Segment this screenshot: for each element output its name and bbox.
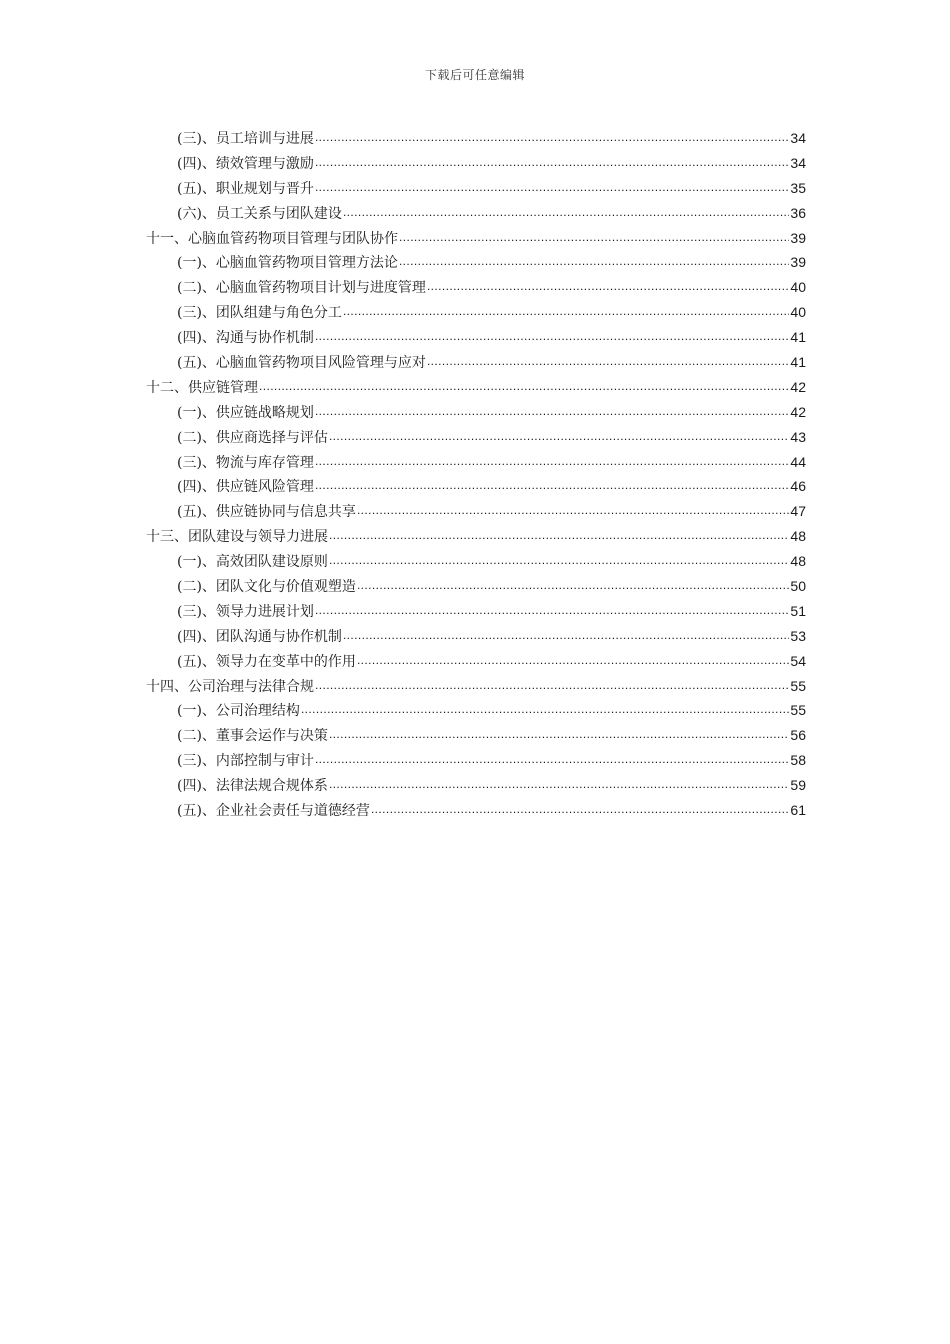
toc-section-entry[interactable] [146, 325, 806, 350]
toc-entry-title: 十三、团队建设与领导力进展 [146, 529, 328, 546]
toc-dot-leader [399, 229, 789, 243]
toc-chapter-entry[interactable] [146, 226, 806, 251]
toc-entry-page-number: 59 [790, 777, 806, 794]
toc-entry-title: (四)、沟通与协作机制 [177, 330, 314, 347]
toc-chapter-entry[interactable] [146, 524, 806, 549]
toc-entry-page-number: 34 [790, 154, 806, 171]
toc-dot-leader [259, 378, 789, 392]
toc-entry-page-number: 42 [790, 378, 806, 395]
toc-entry-title: (三)、领导力进展计划 [177, 603, 314, 620]
toc-section-entry[interactable] [146, 624, 806, 649]
toc-dot-leader [315, 154, 789, 168]
toc-dot-leader [357, 577, 789, 591]
toc-section-entry[interactable] [146, 201, 806, 226]
toc-entry-title: (四)、团队沟通与协作机制 [177, 628, 342, 645]
toc-entry-title: (三)、团队组建与角色分工 [177, 305, 342, 322]
toc-entry-title: (五)、职业规划与晋升 [177, 180, 314, 197]
toc-section-entry[interactable] [146, 400, 806, 425]
toc-entry-title: (二)、供应商选择与评估 [177, 429, 328, 446]
toc-dot-leader [329, 552, 789, 566]
toc-entry-page-number: 44 [790, 453, 806, 470]
toc-entry-page-number: 51 [790, 602, 806, 619]
toc-dot-leader [329, 726, 789, 740]
toc-entry-title: (三)、物流与库存管理 [177, 454, 314, 471]
toc-entry-title: 十二、供应链管理 [146, 379, 258, 396]
toc-entry-title: (二)、团队文化与价值观塑造 [177, 579, 356, 596]
toc-dot-leader [329, 776, 789, 790]
toc-entry-page-number: 56 [790, 727, 806, 744]
toc-entry-page-number: 35 [790, 179, 806, 196]
toc-section-entry[interactable] [146, 698, 806, 723]
toc-entry-page-number: 58 [790, 752, 806, 769]
toc-dot-leader [371, 801, 789, 815]
toc-entry-title: (一)、公司治理结构 [177, 703, 300, 720]
toc-entry-title: (三)、员工培训与进展 [177, 131, 314, 147]
toc-dot-leader [357, 502, 789, 516]
toc-entry-page-number: 50 [790, 578, 806, 595]
toc-dot-leader [315, 453, 789, 467]
toc-dot-leader [315, 328, 789, 342]
toc-section-entry[interactable] [146, 450, 806, 475]
toc-entry-page-number: 39 [790, 229, 806, 246]
toc-dot-leader [427, 278, 789, 292]
toc-dot-leader [329, 428, 789, 442]
toc-dot-leader [315, 477, 789, 491]
toc-entry-page-number: 40 [790, 279, 806, 296]
toc-dot-leader [357, 652, 789, 666]
toc-dot-leader [301, 701, 789, 715]
toc-section-entry[interactable] [146, 151, 806, 176]
toc-entry-title: (二)、心脑血管药物项目计划与进度管理 [177, 280, 426, 297]
toc-section-entry[interactable] [146, 350, 806, 375]
toc-dot-leader [315, 129, 789, 143]
toc-entry-title: (六)、员工关系与团队建设 [177, 205, 342, 222]
toc-entry-title: (四)、法律法规合规体系 [177, 778, 328, 795]
toc-section-entry[interactable] [146, 599, 806, 624]
toc-entry-page-number: 39 [790, 254, 806, 271]
toc-section-entry[interactable] [146, 250, 806, 275]
toc-entry-page-number: 43 [790, 428, 806, 445]
toc-section-entry[interactable] [146, 425, 806, 450]
toc-entry-title: (一)、心脑血管药物项目管理方法论 [177, 255, 398, 272]
table-of-contents [146, 126, 806, 823]
toc-chapter-entry[interactable] [146, 375, 806, 400]
toc-dot-leader [315, 403, 789, 417]
toc-dot-leader [343, 204, 789, 218]
toc-entry-page-number: 47 [790, 503, 806, 520]
toc-entry-page-number: 55 [790, 702, 806, 719]
toc-section-entry[interactable] [146, 549, 806, 574]
toc-entry-title: (三)、内部控制与审计 [177, 753, 314, 770]
toc-entry-page-number: 48 [790, 528, 806, 545]
toc-entry-page-number: 55 [790, 677, 806, 694]
toc-entry-page-number: 48 [790, 553, 806, 570]
toc-entry-page-number: 54 [790, 652, 806, 669]
toc-section-entry[interactable] [146, 126, 806, 151]
toc-entry-title: (四)、供应链风险管理 [177, 479, 314, 496]
toc-dot-leader [315, 179, 789, 193]
toc-entry-page-number: 46 [790, 478, 806, 495]
toc-dot-leader [329, 527, 789, 541]
toc-dot-leader [399, 253, 789, 267]
toc-entry-title: 十一、心脑血管药物项目管理与团队协作 [146, 230, 398, 247]
toc-entry-title: (一)、供应链战略规划 [177, 404, 314, 421]
toc-section-entry[interactable] [146, 748, 806, 773]
toc-entry-page-number: 61 [790, 802, 806, 819]
toc-entry-title: (五)、企业社会责任与道德经营 [177, 803, 370, 820]
toc-entry-page-number: 41 [790, 354, 806, 371]
toc-section-entry[interactable] [146, 300, 806, 325]
toc-entry-page-number: 42 [790, 403, 806, 420]
toc-section-entry[interactable] [146, 499, 806, 524]
toc-entry-page-number: 40 [790, 304, 806, 321]
toc-entry-title: (五)、供应链协同与信息共享 [177, 504, 356, 521]
toc-dot-leader [343, 627, 789, 641]
toc-entry-title: (五)、领导力在变革中的作用 [177, 653, 356, 670]
toc-entry-page-number: 41 [790, 329, 806, 346]
toc-entry-page-number: 36 [790, 204, 806, 221]
toc-section-entry[interactable] [146, 474, 806, 499]
toc-dot-leader [315, 602, 789, 616]
toc-section-entry[interactable] [146, 176, 806, 201]
toc-section-entry[interactable] [146, 773, 806, 798]
toc-section-entry[interactable] [146, 723, 806, 748]
toc-dot-leader [315, 751, 789, 765]
toc-entry-page-number: 34 [790, 130, 806, 146]
toc-dot-leader [315, 677, 789, 691]
toc-dot-leader [427, 353, 789, 367]
toc-entry-title: (五)、心脑血管药物项目风险管理与应对 [177, 355, 426, 372]
toc-entry-page-number: 53 [790, 627, 806, 644]
toc-entry-title: (一)、高效团队建设原则 [177, 554, 328, 571]
toc-dot-leader [343, 303, 789, 317]
toc-section-entry[interactable] [146, 649, 806, 674]
toc-section-entry[interactable] [146, 574, 806, 599]
toc-chapter-entry[interactable] [146, 674, 806, 699]
toc-entry-title: 十四、公司治理与法律合规 [146, 678, 314, 695]
toc-section-entry[interactable] [146, 798, 806, 823]
toc-section-entry[interactable] [146, 275, 806, 300]
toc-entry-title: (二)、董事会运作与决策 [177, 728, 328, 745]
toc-entry-title: (四)、绩效管理与激励 [177, 155, 314, 172]
page-header: 下载后可任意编辑 [424, 68, 525, 82]
